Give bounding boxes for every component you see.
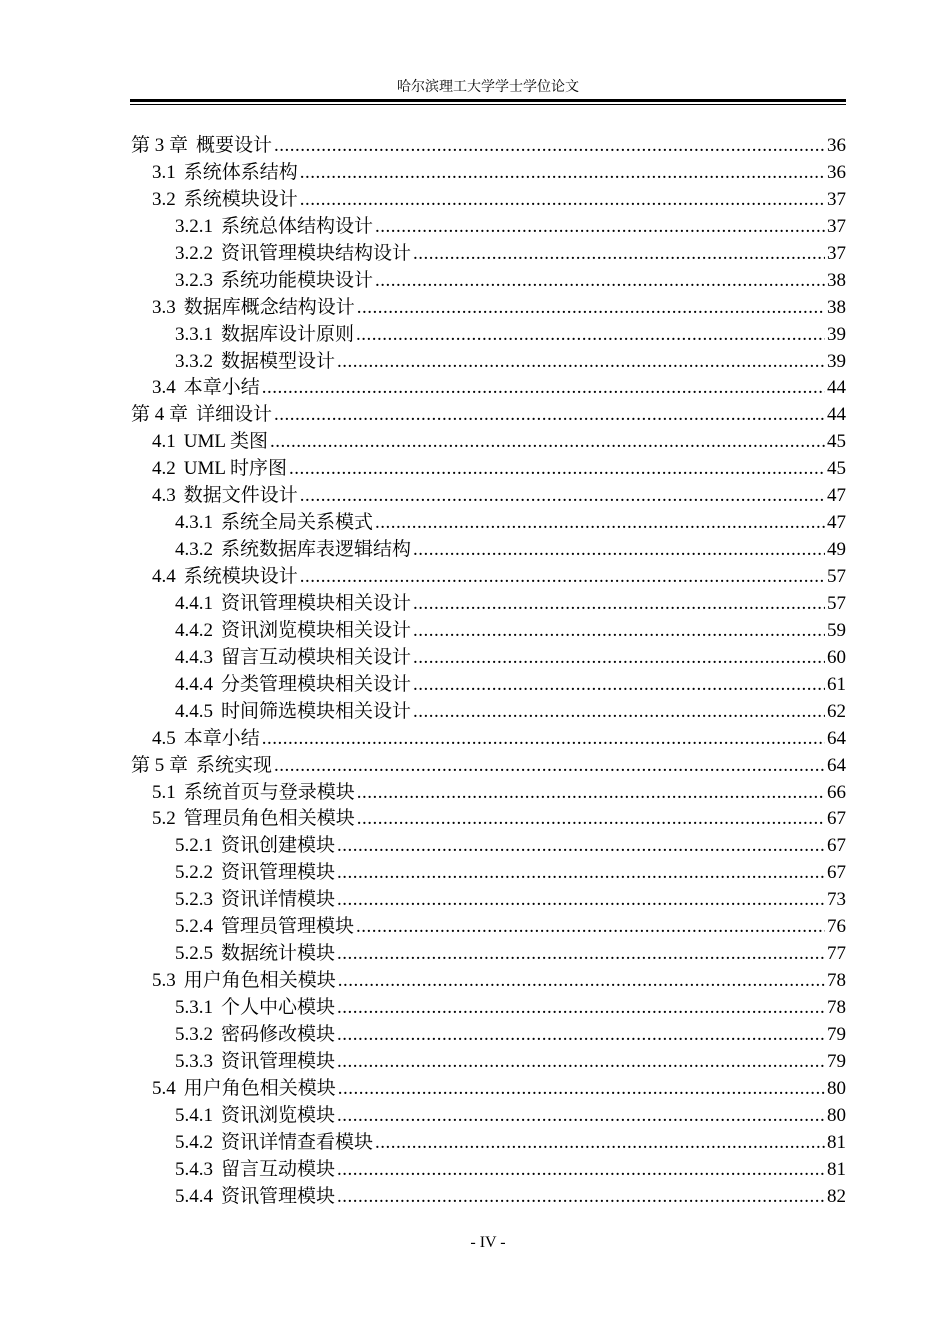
- toc-entry-title: 留言互动模块: [221, 1158, 336, 1180]
- toc-entry-number: 5.4.3: [175, 1158, 213, 1180]
- toc-entry-number: 5.2.4: [175, 916, 213, 938]
- toc-entry-title: 数据库概念结构设计: [183, 296, 355, 318]
- toc-entry[interactable]: [131, 510, 846, 537]
- toc-entry[interactable]: [131, 941, 846, 968]
- toc-entry-number: 3.4: [152, 377, 176, 399]
- toc-entry-number: 5.2: [152, 808, 176, 830]
- toc-entry[interactable]: [131, 537, 846, 564]
- toc-entry-page: 73: [827, 889, 846, 911]
- toc-entry-page: 78: [827, 970, 846, 992]
- toc-entry-number: 第 3 章: [131, 135, 189, 156]
- toc-entry-page: 80: [827, 1104, 846, 1126]
- toc-entry[interactable]: [131, 456, 846, 483]
- toc-entry-number: 第 4 章: [131, 404, 189, 426]
- toc-entry-title: 资讯管理模块相关设计: [221, 592, 412, 614]
- toc-entry[interactable]: [131, 1130, 846, 1157]
- toc-entry-page: 37: [827, 242, 846, 264]
- toc-dot-leader: [337, 1184, 825, 1211]
- toc-entry[interactable]: [131, 1049, 846, 1076]
- toc-dot-leader: [357, 806, 825, 833]
- toc-entry-number: 4.4.1: [175, 592, 213, 614]
- toc-entry-page: 61: [827, 673, 846, 695]
- toc-entry-page: 62: [827, 700, 846, 722]
- toc-entry-page: 39: [827, 350, 846, 372]
- toc-entry-page: 64: [827, 727, 846, 749]
- toc-entry-number: 4.4.4: [175, 673, 213, 695]
- toc-entry-number: 3.3: [152, 296, 176, 318]
- toc-entry-page: 60: [827, 646, 846, 668]
- toc-entry-title: 资讯浏览模块: [221, 1104, 336, 1126]
- toc-entry-page: 38: [827, 296, 846, 318]
- toc-entry-page: 44: [827, 404, 846, 426]
- toc-entry-title: 数据库设计原则: [221, 323, 355, 345]
- toc-entry[interactable]: [131, 268, 846, 295]
- toc-entry-page: 66: [827, 781, 846, 803]
- toc-entry[interactable]: [131, 833, 846, 860]
- toc-dot-leader: [300, 187, 825, 214]
- toc-entry-page: 37: [827, 215, 846, 237]
- toc-dot-leader: [338, 1076, 825, 1103]
- toc-entry-number: 4.4.5: [175, 700, 213, 722]
- toc-dot-leader: [413, 537, 825, 564]
- toc-entry[interactable]: [131, 753, 846, 780]
- toc-entry[interactable]: [131, 860, 846, 887]
- toc-entry-page: 81: [827, 1158, 846, 1180]
- toc-entry-title: 用户角色相关模块: [183, 1077, 336, 1099]
- toc-dot-leader: [356, 322, 825, 349]
- toc-entry-number: 4.3.2: [175, 539, 213, 561]
- toc-entry[interactable]: [131, 1076, 846, 1103]
- toc-dot-leader: [274, 753, 825, 780]
- toc-entry-number: 5.4.2: [175, 1131, 213, 1153]
- toc-entry-title: 个人中心模块: [221, 997, 336, 1018]
- toc-entry-page: 81: [827, 1131, 846, 1153]
- toc-entry-number: 5.3.2: [175, 1023, 213, 1045]
- toc-entry-number: 4.1: [152, 431, 176, 453]
- toc-entry-number: 5.4.1: [175, 1104, 213, 1126]
- toc-entry-title: 详细设计: [196, 404, 273, 426]
- toc-entry[interactable]: [131, 806, 846, 833]
- toc-entry-title: 资讯详情查看模块: [221, 1131, 374, 1153]
- toc-entry-page: 45: [827, 458, 846, 480]
- toc-entry-page: 49: [827, 539, 846, 561]
- toc-entry-number: 3.2.1: [175, 215, 213, 237]
- toc-entry-title: 用户角色相关模块: [183, 970, 336, 992]
- toc-entry[interactable]: [131, 780, 846, 807]
- toc-entry-title: 系统总体结构设计: [221, 215, 374, 237]
- toc-entry[interactable]: [131, 349, 846, 376]
- toc-entry-number: 5.3: [152, 970, 176, 992]
- toc-entry[interactable]: [131, 1157, 846, 1184]
- toc-entry-title: 资讯管理模块: [221, 862, 336, 884]
- toc-dot-leader: [337, 1103, 825, 1130]
- toc-entry[interactable]: [131, 295, 846, 322]
- toc-entry-number: 4.4: [152, 566, 176, 587]
- toc-entry-title: 资讯管理模块: [221, 1050, 336, 1072]
- toc-entry-page: 77: [827, 943, 846, 965]
- toc-entry-page: 36: [827, 161, 846, 183]
- toc-dot-leader: [274, 402, 825, 429]
- toc-entry-page: 67: [827, 835, 846, 857]
- toc-entry-title: 资讯创建模块: [221, 835, 336, 857]
- toc-entry[interactable]: [131, 645, 846, 672]
- toc-entry-number: 5.2.5: [175, 943, 213, 965]
- toc-dot-leader: [289, 456, 825, 483]
- toc-entry[interactable]: [131, 726, 846, 753]
- toc-entry-title: 时间筛选模块相关设计: [221, 700, 412, 722]
- toc-entry-number: 3.1: [152, 161, 176, 183]
- toc-entry-page: 38: [827, 269, 846, 291]
- toc-dot-leader: [337, 995, 825, 1022]
- toc-dot-leader: [413, 672, 825, 699]
- toc-entry[interactable]: [131, 1103, 846, 1130]
- toc-entry-page: 57: [827, 592, 846, 614]
- toc-entry[interactable]: [131, 133, 846, 160]
- toc-entry-number: 4.3: [152, 485, 176, 507]
- toc-entry[interactable]: [131, 672, 846, 699]
- toc-entry-number: 3.2: [152, 188, 176, 210]
- toc-entry-title: 资讯管理模块: [221, 1185, 336, 1207]
- toc-entry[interactable]: [131, 591, 846, 618]
- toc-entry-title: 系统全局关系模式: [221, 512, 374, 534]
- toc-entry-page: 47: [827, 485, 846, 507]
- toc-entry-page: 79: [827, 1023, 846, 1045]
- toc-dot-leader: [375, 268, 825, 295]
- toc-entry[interactable]: [131, 214, 846, 241]
- toc-entry[interactable]: [131, 1022, 846, 1049]
- toc-dot-leader: [337, 1049, 825, 1076]
- toc-dot-leader: [357, 780, 825, 807]
- toc-entry-title: 本章小结: [183, 377, 260, 399]
- toc-entry-title: 资讯详情模块: [221, 889, 336, 911]
- toc-entry-title: 概要设计: [196, 135, 273, 156]
- toc-entry-title: 密码修改模块: [221, 1023, 336, 1045]
- toc-dot-leader: [274, 133, 825, 160]
- toc-entry-title: 本章小结: [183, 727, 260, 749]
- toc-entry-title: 数据文件设计: [183, 485, 298, 507]
- toc-dot-leader: [270, 429, 825, 456]
- toc-entry[interactable]: [131, 995, 846, 1022]
- toc-entry-page: 76: [827, 916, 846, 938]
- toc-entry[interactable]: [131, 429, 846, 456]
- toc-entry-page: 59: [827, 619, 846, 641]
- table-of-contents: [131, 133, 846, 1211]
- toc-entry[interactable]: [131, 241, 846, 268]
- toc-entry[interactable]: [131, 914, 846, 941]
- toc-entry-number: 4.2: [152, 458, 176, 480]
- toc-entry[interactable]: [131, 402, 846, 429]
- toc-entry-title: 系统实现: [196, 754, 273, 776]
- toc-dot-leader: [413, 645, 825, 672]
- toc-entry-title: 系统模块设计: [183, 188, 298, 210]
- toc-entry-title: 系统体系结构: [183, 161, 298, 183]
- toc-dot-leader: [337, 1157, 825, 1184]
- toc-entry-number: 5.3.3: [175, 1050, 213, 1072]
- toc-entry-title: 数据模型设计: [221, 350, 336, 372]
- toc-dot-leader: [375, 214, 825, 241]
- toc-entry-title: 留言互动模块相关设计: [221, 646, 412, 668]
- toc-dot-leader: [338, 968, 825, 995]
- toc-entry-number: 4.4.3: [175, 646, 213, 668]
- toc-entry-number: 5.1: [152, 781, 176, 803]
- toc-dot-leader: [356, 914, 825, 941]
- running-header: 哈尔滨理工大学学士学位论文: [397, 80, 579, 95]
- toc-dot-leader: [375, 1130, 825, 1157]
- toc-dot-leader: [413, 699, 825, 726]
- toc-entry-number: 4.3.1: [175, 512, 213, 534]
- toc-entry-title: 分类管理模块相关设计: [221, 673, 412, 695]
- toc-entry-title: 系统数据库表逻辑结构: [221, 539, 412, 561]
- toc-entry-title: 系统首页与登录模块: [183, 781, 355, 803]
- toc-dot-leader: [337, 860, 825, 887]
- toc-dot-leader: [300, 483, 825, 510]
- toc-dot-leader: [337, 941, 825, 968]
- toc-entry[interactable]: [131, 375, 846, 402]
- toc-entry-number: 3.2.3: [175, 269, 213, 291]
- toc-entry-page: 57: [827, 566, 846, 587]
- toc-entry-number: 3.3.2: [175, 350, 213, 372]
- toc-dot-leader: [337, 887, 825, 914]
- toc-entry[interactable]: [131, 160, 846, 187]
- toc-entry-page: 67: [827, 862, 846, 884]
- toc-entry-page: 45: [827, 431, 846, 453]
- toc-dot-leader: [300, 160, 825, 187]
- toc-dot-leader: [337, 349, 825, 376]
- toc-entry-number: 第 5 章: [131, 754, 189, 776]
- toc-dot-leader: [262, 726, 825, 753]
- toc-entry-page: 37: [827, 188, 846, 210]
- toc-entry-number: 5.2.3: [175, 889, 213, 911]
- toc-entry-number: 5.4: [152, 1077, 176, 1099]
- toc-entry-number: 4.4.2: [175, 619, 213, 641]
- toc-entry-page: 67: [827, 808, 846, 830]
- toc-entry-page: 64: [827, 754, 846, 776]
- toc-entry-title: 管理员角色相关模块: [183, 808, 355, 830]
- toc-entry-title: 资讯浏览模块相关设计: [221, 619, 412, 641]
- toc-entry-number: 3.3.1: [175, 323, 213, 345]
- toc-entry-number: 5.2.1: [175, 835, 213, 857]
- toc-entry-number: 5.3.1: [175, 997, 213, 1018]
- toc-entry-title: 系统功能模块设计: [221, 269, 374, 291]
- toc-dot-leader: [413, 618, 825, 645]
- toc-entry[interactable]: [131, 187, 846, 214]
- toc-entry[interactable]: [131, 618, 846, 645]
- toc-dot-leader: [413, 241, 825, 268]
- toc-entry-number: 5.4.4: [175, 1185, 213, 1207]
- toc-dot-leader: [337, 833, 825, 860]
- toc-entry-page: 36: [827, 135, 846, 156]
- toc-entry[interactable]: [131, 699, 846, 726]
- toc-entry-title: 资讯管理模块结构设计: [221, 242, 412, 264]
- toc-entry-title: UML 时序图: [183, 458, 288, 480]
- page-number: - IV -: [470, 1234, 506, 1251]
- toc-entry-page: 80: [827, 1077, 846, 1099]
- toc-dot-leader: [262, 375, 825, 402]
- toc-dot-leader: [337, 1022, 825, 1049]
- header-rule-thick: [130, 99, 846, 102]
- toc-entry-title: 数据统计模块: [221, 943, 336, 965]
- toc-dot-leader: [413, 591, 825, 618]
- toc-dot-leader: [375, 510, 825, 537]
- toc-entry-page: 39: [827, 323, 846, 345]
- toc-entry-title: UML 类图: [183, 431, 269, 453]
- toc-entry[interactable]: [131, 483, 846, 510]
- toc-entry-page: 44: [827, 377, 846, 399]
- toc-entry-page: 79: [827, 1050, 846, 1072]
- toc-dot-leader: [300, 564, 825, 591]
- toc-entry-page: 78: [827, 997, 846, 1018]
- toc-entry[interactable]: [131, 322, 846, 349]
- toc-dot-leader: [357, 295, 825, 322]
- toc-entry-title: 系统模块设计: [183, 566, 298, 587]
- toc-entry[interactable]: [131, 564, 846, 591]
- toc-entry-page: 47: [827, 512, 846, 534]
- toc-entry-page: 82: [827, 1185, 846, 1207]
- toc-entry-number: 3.2.2: [175, 242, 213, 264]
- header-rule-thin: [130, 104, 846, 105]
- toc-entry[interactable]: [131, 1184, 846, 1211]
- toc-entry-number: 4.5: [152, 727, 176, 749]
- toc-entry-title: 管理员管理模块: [221, 916, 355, 938]
- toc-entry-number: 5.2.2: [175, 862, 213, 884]
- toc-entry[interactable]: [131, 968, 846, 995]
- toc-entry[interactable]: [131, 887, 846, 914]
